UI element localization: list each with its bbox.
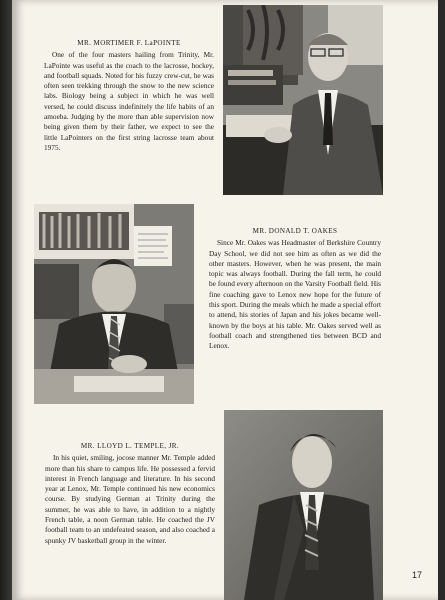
bio-text: In his quiet, smiling, jocose manner Mr. Temple added more than his share to campus life. He possessed a fervid interest in French language and literature. In his second year at Lenox, Mr. Temple continued his new economics course. By studying German at Trinity during the summer, he was able to have, in addition to a nightly French table, a noon German table. He coached the JV football team to an undefeated season, and also coached a spunky JV basketball group in the winter.: [45, 453, 215, 545]
page-number: 17: [411, 570, 422, 580]
bio-text: One of the four masters hailing from Trinity, Mr. LaPointe was useful as the coach to the lacrosse, hockey, and football squads. Noted for his fuzzy crew-cut, he was often seen trekking through the snow to the new science labs. Biology being a subject in which he was well versed, he could discuss indefinitely the life habits of an amoeba. Judging by the more than able supervision now being given them by their father, we expect to see the little LaPointers on the first string lacrosse team about 1975.: [44, 50, 214, 152]
photo-temple: [224, 410, 383, 600]
bio-name: MR. MORTIMER F. LaPOINTE: [77, 39, 181, 47]
photo-oakes: [34, 204, 194, 404]
book-spine-edge: [0, 0, 12, 600]
bio-text: Since Mr. Oakes was Headmaster of Berkshire Country Day School, we did not see him as often as we did the other masters. However, when he was present, the main topic was always football. During the fall term, he could be found every afternoon on the Varsity Football field. His fine coaching gave to Lenox new hope for the future of this sport. During the meals which he made a special effort to attend, his stories of Japan and his jokes became well-known by the boys at his table. Mr. Oakes served well as football coach and strengthened ties between BCD and Lenox.: [209, 238, 381, 351]
bio-name: MR. LLOYD L. TEMPLE, JR.: [80, 442, 180, 450]
bio-lapointe: [44, 38, 214, 153]
bio-name: MR. DONALD T. OAKES: [252, 227, 338, 235]
bio-temple: [45, 441, 215, 546]
photo-lapointe: [223, 5, 383, 195]
bio-oakes: [209, 226, 381, 352]
